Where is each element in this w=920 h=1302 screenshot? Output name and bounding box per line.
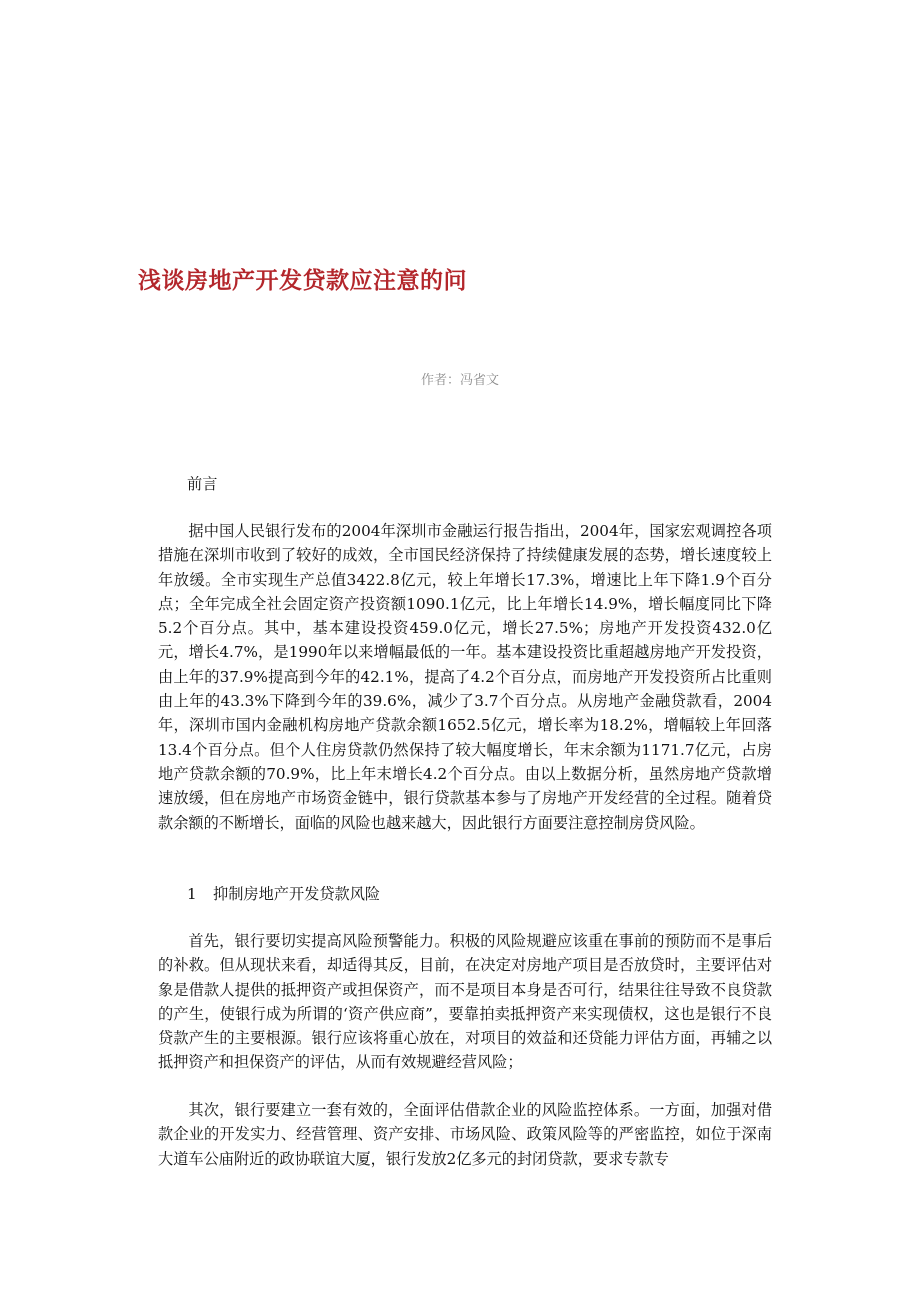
document-title: 浅谈房地产开发贷款应注意的问	[138, 268, 467, 294]
author-line: 作者：冯省文	[420, 373, 499, 388]
preface-heading: 前言	[187, 475, 218, 493]
section-title: 抑制房地产开发贷款风险	[213, 885, 381, 903]
paragraph-preface: 据中国人民银行发布的2004年深圳市金融运行报告指出，2004年，国家宏观调控各项措施在深圳市收到了较好的成效，全市国民经济保持了持续健康发展的态势，增长速度较上年放缓。全市实现生产总值3422.8亿元，较上年增长17.3%，增速比上年下降1.9个百分点；全年完成全社会固定资产投资额1090.1亿元，比上年增长14.9%，增长幅度同比下降5.2个百分点。其中，基本建设投资459.0亿元，增长27.5%；房地产开发投资432.0亿元，增长4.7%，是1990年以来增幅最低的一年。基本建设投资比重超越房地产开发投资，由上年的37.9%提高到今年的42.1%，提高了4.2个百分点，而房地产开发投资所占比重则由上年的43.3%下降到今年的39.6%，减少了3.7个百分点。从房地产金融贷款看，2004年，深圳市国内金融机构房地产贷款余额1652.5亿元，增长率为18.2%，增幅较上年回落13.4个百分点。但个人住房贷款仍然保持了较大幅度增长，年末余额为1171.7亿元，占房地产贷款余额的70.9%，比上年末增长4.2个百分点。由以上数据分析，虽然房地产贷款增速放缓，但在房地产市场资金链中，银行贷款基本参与了房地产开发经营的全过程。随着贷款余额的不断增长，面临的风险也越来越大，因此银行方面要注意控制房贷风险。	[158, 522, 772, 832]
section-number: 1	[187, 885, 197, 903]
paragraph-risk-warning: 首先，银行要切实提高风险预警能力。积极的风险规避应该重在事前的预防而不是事后的补救。但从现状来看，却适得其反，目前，在决定对房地产项目是否放贷时，主要评估对象是借款人提供的抵押资产或担保资产，而不是项目本身是否可行，结果往往导致不良贷款的产生，使银行成为所谓的‘资产供应商”，要靠拍卖抵押资产来实现债权，这也是银行不良贷款产生的主要根源。银行应该将重心放在，对项目的效益和还贷能力评估方面，再辅之以抵押资产和担保资产的评估，从而有效规避经营风险；	[158, 932, 772, 1072]
paragraph-risk-monitoring: 其次，银行要建立一套有效的，全面评估借款企业的风险监控体系。一方面，加强对借款企业的开发实力、经营管理、资产安排、市场风险、政策风险等的严密监控，如位于深南大道车公庙附近的政协联谊大厦，银行发放2亿多元的封闭贷款，要求专款专	[158, 1101, 772, 1168]
section-heading	[187, 882, 380, 906]
